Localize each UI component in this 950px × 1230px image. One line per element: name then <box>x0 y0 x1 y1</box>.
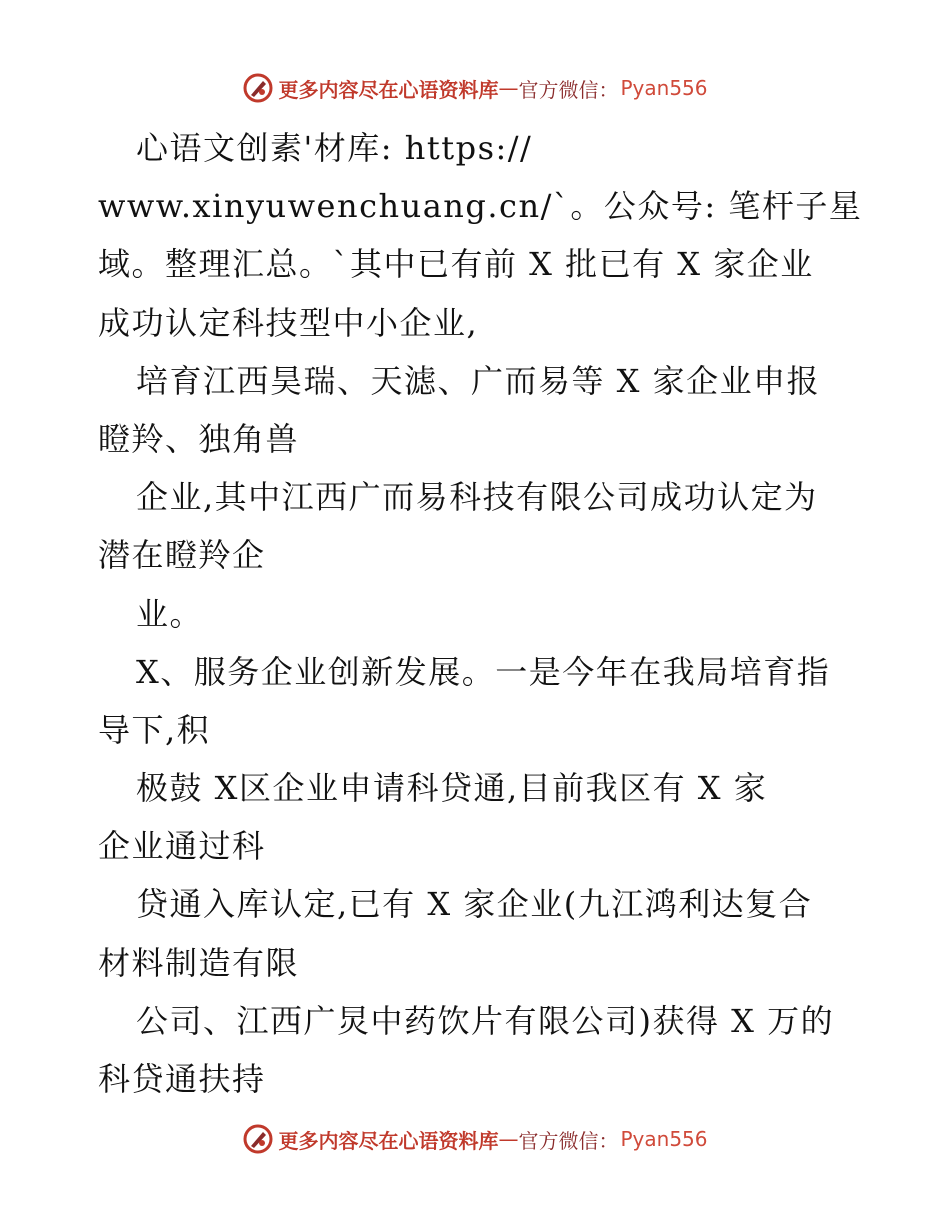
banner-dash: — <box>498 76 519 100</box>
body-line: 材料制造有限 <box>98 943 300 982</box>
body-line: 导下,积 <box>98 710 211 749</box>
body-line: 瞪羚、独角兽 <box>98 419 300 458</box>
banner-official-label: 官方微信： <box>518 1128 619 1153</box>
banner-main-text: 更多内容尽在心语资料库 <box>278 77 499 102</box>
quill-seal-logo-icon <box>242 72 274 104</box>
banner-wechat-id: Pyan556 <box>620 1127 708 1151</box>
body-line: www.xinyuwenchuang.cn/`。公众号: 笔杆子星 <box>98 187 863 226</box>
banner-main-text: 更多内容尽在心语资料库 <box>278 1128 499 1153</box>
body-line: 域。整理汇总。`其中已有前 X 批已有 X 家企业 <box>98 245 814 284</box>
body-line: 心语文创素'材库: https:// <box>136 129 533 167</box>
body-line: 科贷通扶持 <box>98 1060 266 1098</box>
quill-seal-logo-icon <box>242 1123 274 1155</box>
body-line: 贷通入库认定,已有 X 家企业(九江鸿利达复合 <box>136 885 813 924</box>
header-banner <box>0 68 950 108</box>
banner-wechat-id: Pyan556 <box>620 76 708 100</box>
body-line: 业。 <box>136 594 204 633</box>
body-line: 培育江西昊瑞、天滤、广而易等 X 家企业申报 <box>136 361 821 400</box>
banner-official-label: 官方微信： <box>518 77 619 102</box>
body-line: X、服务企业创新发展。一是今年在我局培育指 <box>136 652 831 691</box>
body-line: 极鼓 X区企业申请科贷通,目前我区有 X 家 <box>136 769 768 808</box>
document-body <box>98 119 863 1108</box>
banner-dash: — <box>498 1127 519 1151</box>
footer-banner <box>0 1119 950 1159</box>
body-line: 企业通过科 <box>98 827 266 866</box>
body-line: 企业,其中江西广而易科技有限公司成功认定为 <box>136 478 818 517</box>
body-line: 公司、江西广炅中药饮片有限公司)获得 X 万的 <box>136 1001 835 1040</box>
body-line: 潜在瞪羚企 <box>98 536 266 575</box>
body-line: 成功认定科技型中小企业, <box>98 303 479 342</box>
